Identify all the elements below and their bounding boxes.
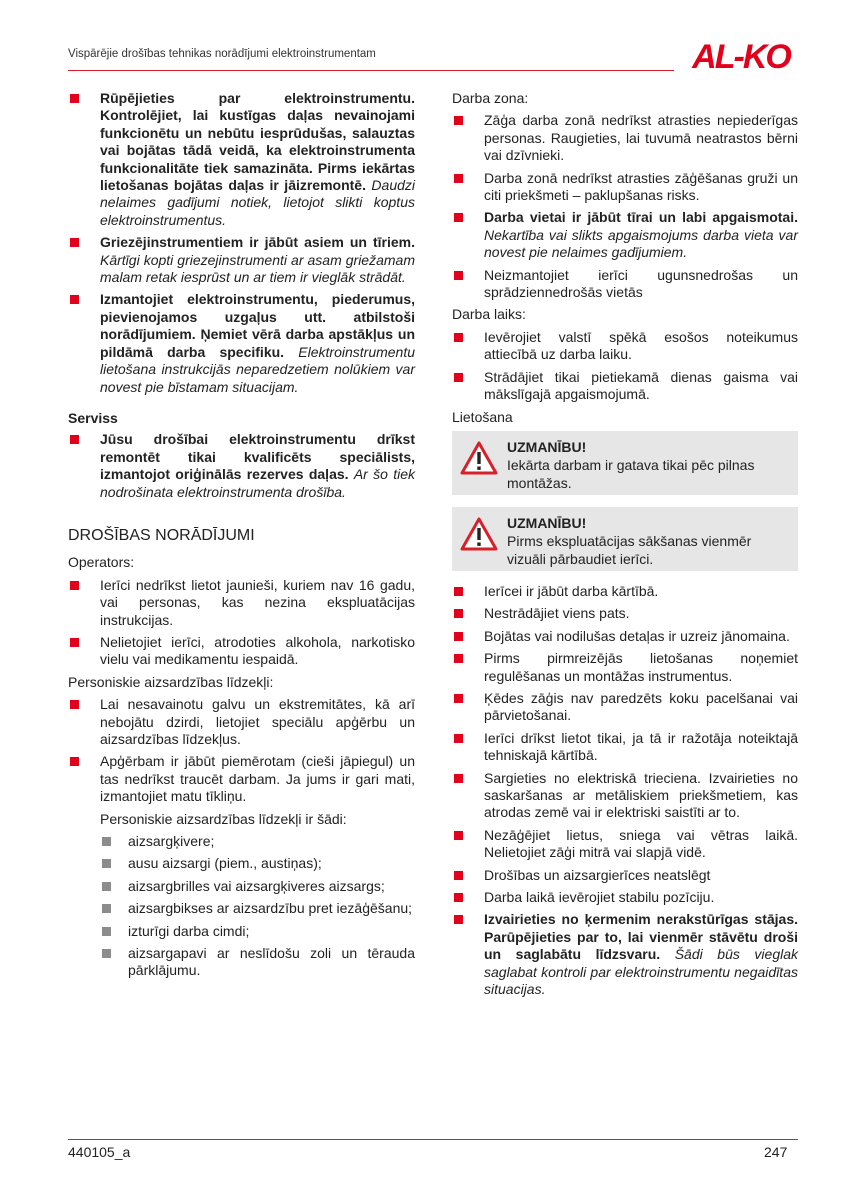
bullet-icon xyxy=(70,238,79,247)
sub-bullet-icon xyxy=(102,859,111,868)
warning-heading: UZMANĪBU! xyxy=(507,514,587,531)
list-item: Ierīci drīkst lietot tikai, ja tā ir ražotāja noteiktajā tehniskajā kārtībā. xyxy=(452,730,798,765)
bullet-icon xyxy=(454,213,463,222)
right-column xyxy=(452,90,798,1003)
left-column xyxy=(68,90,415,985)
bullet-icon xyxy=(70,700,79,709)
list-item: Nestrādājiet viens pats. xyxy=(452,605,798,622)
sub-list-item: aizsargbikses ar aizsardzību pret iezāģēšanu; xyxy=(100,900,415,917)
bullet-icon xyxy=(454,116,463,125)
ppe-label: Personiskie aizsardzības līdzekļi: xyxy=(68,673,274,690)
list-item: Nelietojiet ierīci, atrodoties alkohola, narkotisko vielu vai medikamentu iespaidā. xyxy=(68,634,415,669)
sub-list-item: aizsargapavi ar neslīdošu zoli un tērauda pārklājumu. xyxy=(100,945,415,980)
list-item: Jūsu drošībai elektroinstrumentu drīkst remontēt tikai kvalificēts speciālists, izmantojot oriģinālās rezerves daļas. Ar šo tiek nodrošinata elektroinstrumenta drošība. xyxy=(68,431,415,501)
list-item: Zāģa darba zonā nedrīkst atrasties nepiederīgas personas. Raugieties, lai tuvumā neatrastos bērni vai dzīvnieki. xyxy=(452,112,798,164)
time-label: Darba laiks: xyxy=(452,306,526,323)
list-item: Pirms pirmreizējās lietošanas noņemiet regulēšanas un montāžas instrumentus. xyxy=(452,650,798,685)
list-item: Ķēdes zāģis nav paredzēts koku pacelšanai vai pārvietošanai. xyxy=(452,690,798,725)
page-header-title: Vispārējie drošības tehnikas norādījumi elektroinstrumentam xyxy=(68,48,376,60)
list-item: Strādājiet tikai pietiekamā dienas gaisma vai mākslīgajā apgaismojumā. xyxy=(452,369,798,404)
list-item: Ierīci nedrīkst lietot jaunieši, kuriem nav 16 gadu, vai personas, kas nezina ekspluatācijas instrukcijas. xyxy=(68,577,415,629)
operators-label: Operators: xyxy=(68,554,135,571)
bullet-icon xyxy=(70,94,79,103)
bullet-icon xyxy=(454,654,463,663)
warning-box xyxy=(452,507,798,571)
bullet-icon xyxy=(454,373,463,382)
list-item: Sargieties no elektriskā trieciena. Izvairieties no saskaršanas ar metāliskiem priekšmetiem, kas atrodas zemē vai ir elektriski saistīti ar to. xyxy=(452,770,798,822)
list-item: Griezējinstrumentiem ir jābūt asiem un tīriem. Kārtīgi kopti griezejinstrumenti ar asam griežamam malam retak iesprūst un ar tiem ir vieglāk strādāt. xyxy=(68,234,415,286)
sub-list-item: aizsargbrilles vai aizsargķiveres aizsargs; xyxy=(100,878,415,895)
sub-list-item: ausu aizsargi (piem., austiņas); xyxy=(100,855,415,872)
bullet-icon xyxy=(70,638,79,647)
header-divider xyxy=(68,70,674,71)
bullet-icon xyxy=(454,587,463,596)
bullet-icon xyxy=(454,915,463,924)
list-item: Ierīcei ir jābūt darba kārtībā. xyxy=(452,583,798,600)
bullet-icon xyxy=(454,174,463,183)
warning-triangle-icon xyxy=(459,440,499,476)
sub-bullet-icon xyxy=(102,927,111,936)
use-label: Lietošana xyxy=(452,408,513,425)
sub-bullet-icon xyxy=(102,882,111,891)
bullet-icon xyxy=(70,295,79,304)
bullet-icon xyxy=(454,632,463,641)
warning-triangle-icon xyxy=(459,516,499,552)
warning-box xyxy=(452,431,798,495)
bullet-icon xyxy=(454,893,463,902)
list-item: Izmantojiet elektroinstrumentu, piederumus, pievienojamos uzgaļus utt. atbilstoši norādījumiem. Ņemiet vērā darba apstākļus un pildāmā darba specifiku. Elektroinstrumentu lietošana instrukcijās neparedzetiem nolūkiem var novest pie bīstamam situacijam. xyxy=(68,291,415,395)
list-item: Darba laikā ievērojiet stabilu pozīciju. xyxy=(452,889,798,906)
list-item: Darba vietai ir jābūt tīrai un labi apgaismotai. Nekartība vai slikts apgaismojums darba vieta var novest pie nelaimes gadījumiem. xyxy=(452,209,798,261)
bullet-icon xyxy=(454,774,463,783)
list-item: Neizmantojiet ierīci ugunsnedrošas un sprādziennedrošās vietās xyxy=(452,267,798,302)
bullet-icon xyxy=(454,333,463,342)
footer-divider xyxy=(68,1139,798,1140)
zone-label: Darba zona: xyxy=(452,90,529,106)
bullet-icon xyxy=(454,871,463,880)
list-item: Drošības un aizsargierīces neatslēgt xyxy=(452,867,798,884)
bullet-icon xyxy=(454,609,463,618)
warning-text: Pirms ekspluatācijas sākšanas vienmēr vizuāli pārbaudiet ierīci. xyxy=(507,532,752,567)
sub-list-item: izturīgi darba cimdi; xyxy=(100,923,415,940)
bullet-icon xyxy=(70,581,79,590)
bullet-icon xyxy=(70,435,79,444)
page-number: 247 xyxy=(764,1144,788,1160)
logo-text: AL-KO xyxy=(692,38,790,74)
list-item: Nezāģējiet lietus, sniega vai vētras laikā. Nelietojiet zāģi mitrā vai slapjā vidē. xyxy=(452,827,798,862)
section-heading: DROŠĪBAS NORĀDĪJUMI xyxy=(68,526,255,544)
sub-bullet-icon xyxy=(102,837,111,846)
bullet-icon xyxy=(454,734,463,743)
sub-list-item: aizsargķivere; xyxy=(100,833,415,850)
bullet-icon xyxy=(70,757,79,766)
list-item: Lai nesavainotu galvu un ekstremitātes, kā arī nebojātu dzirdi, lietojiet speciālu apģērbu un aizsardzības līdzekļus. xyxy=(68,696,415,748)
warning-heading: UZMANĪBU! xyxy=(507,438,587,455)
bullet-icon xyxy=(454,694,463,703)
warning-text: Iekārta darbam ir gatava tikai pēc pilnas montāžas. xyxy=(507,456,755,491)
list-item: Rūpējieties par elektroinstrumentu. Kontrolējiet, lai kustīgas daļas nevainojami funkcionētu un nebūtu iesprūdušas, salauztas vai bojātas tādā veidā, ka elektroinstrumenta funkcionalitāte tiek samazināta. Pirms iekārtas lietošanas bojātas daļas ir jāizremontē. Daudzi nelaimes gadījumi notiek, lietojot slikti koptus elektroinstrumentus. xyxy=(68,90,415,229)
bullet-icon xyxy=(454,831,463,840)
alko-logo xyxy=(684,38,798,74)
ppe-list-label: Personiskie aizsardzības līdzekļi ir šādi: xyxy=(100,810,347,827)
bullet-icon xyxy=(454,271,463,280)
sub-bullet-icon xyxy=(102,949,111,958)
sub-bullet-icon xyxy=(102,904,111,913)
list-item: Darba zonā nedrīkst atrasties zāģēšanas gruži un citi priekšmeti – paklupšanas risks. xyxy=(452,170,798,205)
doc-number: 440105_a xyxy=(68,1144,131,1160)
list-item: Izvairieties no ķermenim nerakstūrīgas stājas. Parūpējieties par to, lai vienmēr stāvētu droši un saglabātu līdzsvaru. Šādi būs vieglak saglabat kontroli par elektroinstrumentu negaidītas situacijas. xyxy=(452,911,798,998)
list-item: Bojātas vai nodilušas detaļas ir uzreiz jānomaina. xyxy=(452,628,798,645)
list-item: Apģērbam ir jābūt piemērotam (cieši jāpiegul) un tas nedrīkst traucēt darbam. Ja jums ir gari mati, izmantojiet matu tīkliņu. xyxy=(68,753,415,805)
serviss-heading: Serviss xyxy=(68,409,118,426)
list-item: Ievērojiet valstī spēkā esošos noteikumus attiecībā uz darba laiku. xyxy=(452,329,798,364)
